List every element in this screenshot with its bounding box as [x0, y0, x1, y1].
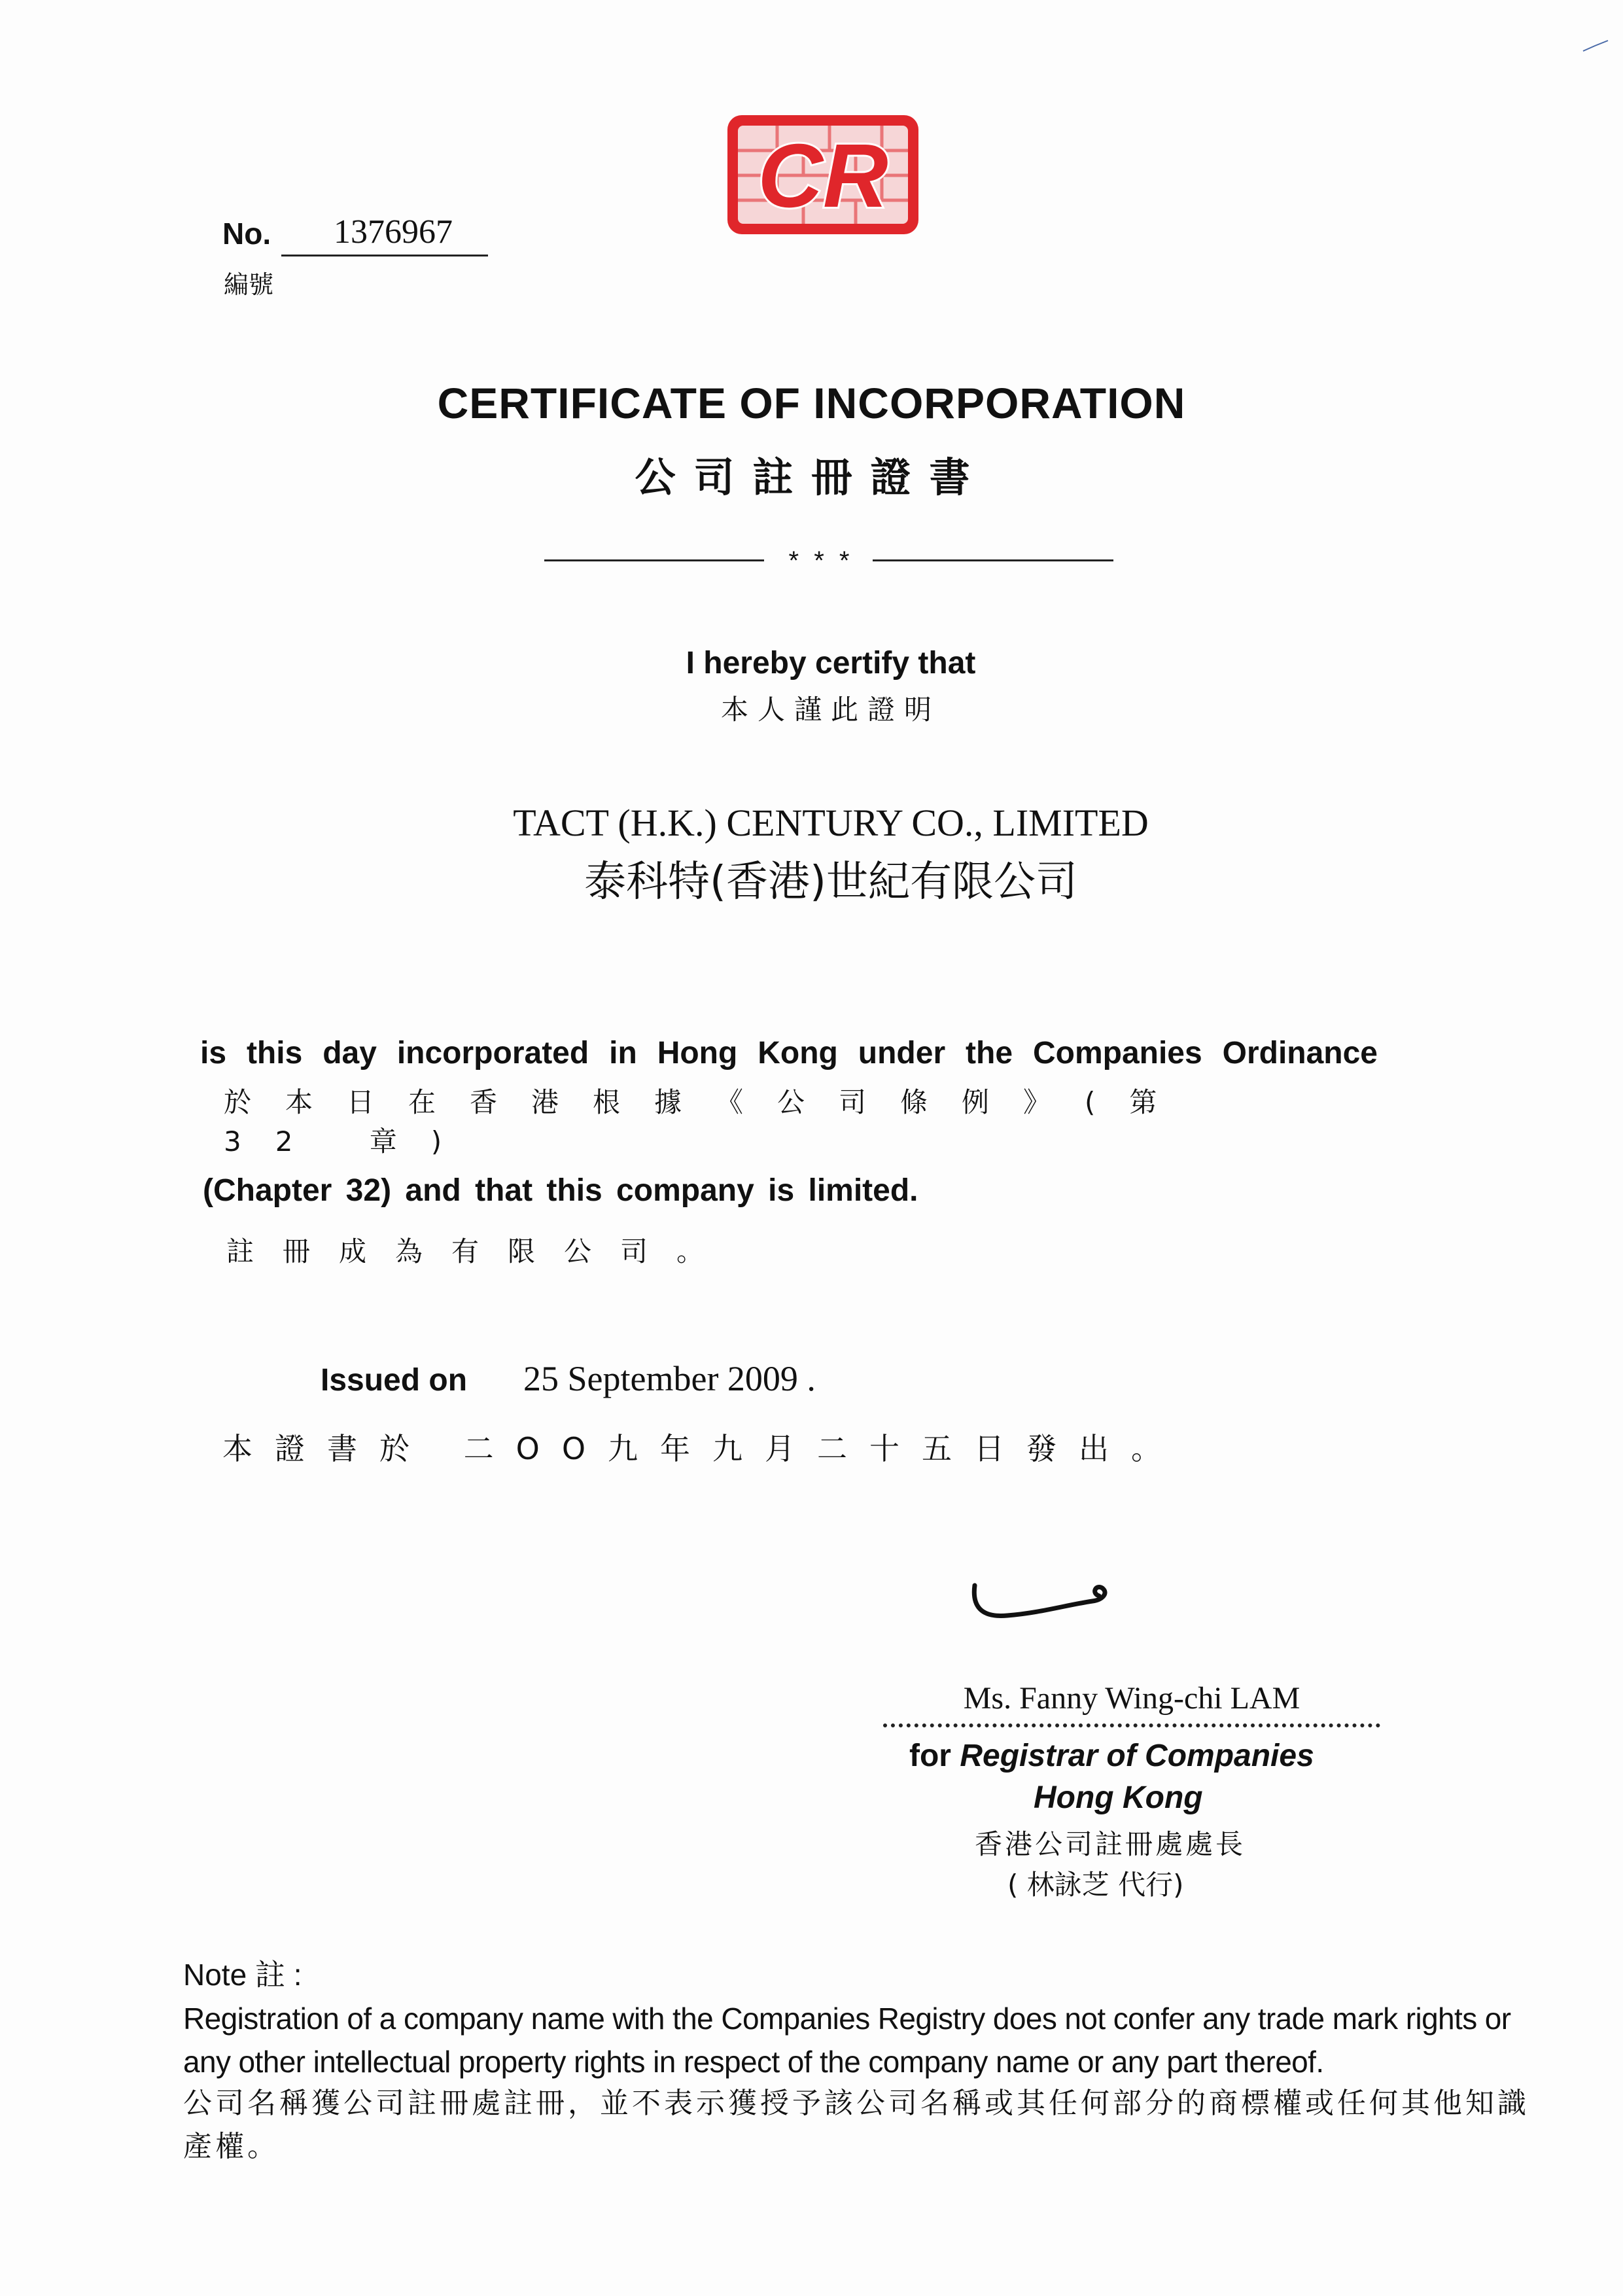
note-text-cjk: 公司名稱獲公司註冊處註冊，並不表示獲授予該公司名稱或其任何部分的商標權或任何其他知識產權。 [183, 2087, 1529, 2163]
separator-stars: * * * [788, 546, 854, 575]
certificate-title-cjk: 公司註冊證書 [635, 453, 988, 501]
registrar-title-text: Registrar of Companies [960, 1739, 1314, 1773]
certificate-title: CERTIFICATE OF INCORPORATION [437, 379, 1186, 427]
signer-name: Ms. Fanny Wing-chi LAM [963, 1681, 1300, 1716]
cr-logo [725, 113, 921, 237]
incorporation-text-line1-cjk: 於本日在香港根據《公司條例》(第 32 章) [224, 1086, 1191, 1157]
certify-statement: I hereby certify that [686, 646, 976, 680]
registrar-title [909, 1738, 1314, 1774]
corner-pen-mark [1582, 38, 1609, 54]
note-text: Registration of a company name with the Companies Registry does not confer any trade mark rights or any other intellectual property rights in respect of the company name or any part thereof. [183, 2002, 1511, 2079]
incorporation-text-line2-cjk: 註冊成為有限公司。 [226, 1235, 733, 1267]
issued-statement-cjk: 本證書於 二OO九年九月二十五日發出。 [222, 1431, 1184, 1466]
incorporation-text-line1: is this day incorporated in Hong Kong under the Companies Ordinance [200, 1036, 1378, 1070]
registrar-location: Hong Kong [1034, 1780, 1203, 1815]
registrar-proxy-cjk: ( 林詠芝 代行) [1007, 1869, 1184, 1901]
registrar-for-word: for [909, 1739, 951, 1773]
signature-dotted-line [883, 1723, 1380, 1727]
number-label-cjk: 編號 [224, 270, 274, 299]
registrar-title-cjk: 香港公司註冊處處長 [975, 1828, 1246, 1860]
separator-line-left [544, 559, 764, 561]
certificate-number: 1376967 [281, 208, 488, 256]
incorporation-text-line2: (Chapter 32) and that this company is limited. [203, 1173, 918, 1208]
signature-mark [968, 1567, 1119, 1626]
issued-label: Issued on [321, 1363, 468, 1398]
separator-line-right [873, 559, 1113, 561]
certify-statement-cjk: 本人謹此證明 [720, 694, 941, 726]
number-label: No. [222, 217, 271, 251]
logo-text: CR [758, 126, 888, 226]
company-name: TACT (H.K.) CENTURY CO., LIMITED [513, 802, 1149, 844]
note-label: Note 註 : [183, 1958, 302, 1992]
issued-date: 25 September 2009 . [523, 1359, 816, 1398]
company-name-cjk: 泰科特(香港)世紀有限公司 [584, 858, 1077, 906]
